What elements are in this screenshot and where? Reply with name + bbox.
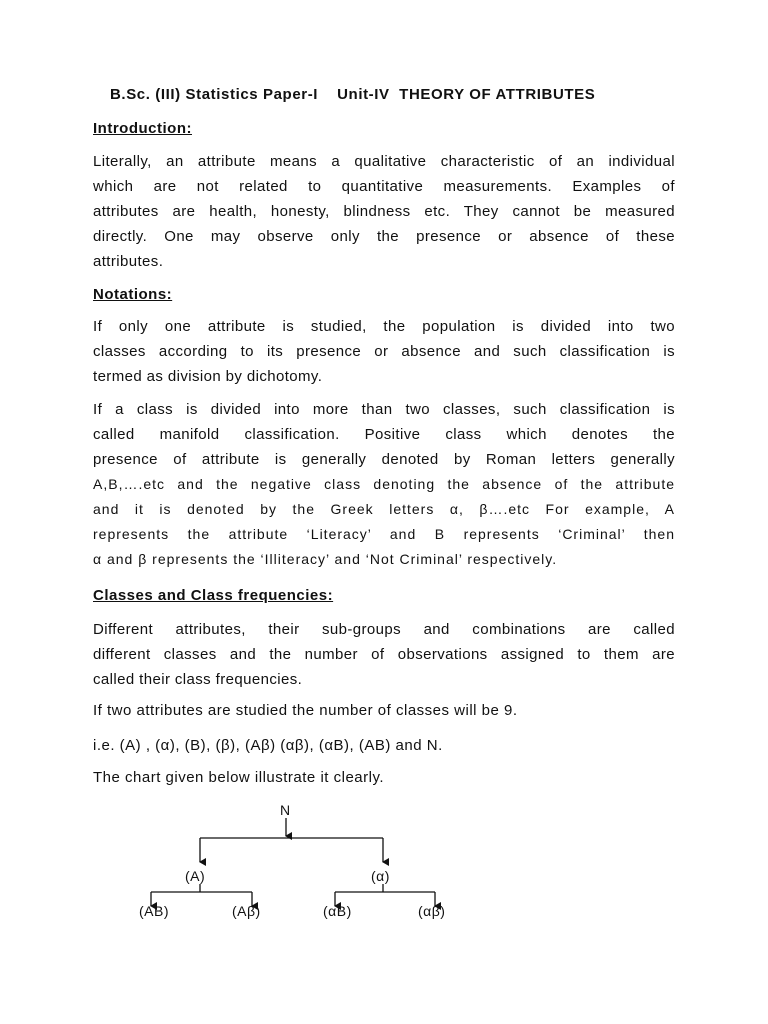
tree-node-AB: (AB): [139, 903, 169, 919]
text-line: termed as division by dichotomy.: [93, 368, 323, 385]
classes-list-line: i.e. (A) , (α), (B), (β), (Aβ) (αβ), (αB), (AB) and N.: [93, 737, 443, 754]
chart-intro-line: The chart given below illustrate it clearly.: [93, 769, 385, 786]
text-line: classes according to its presence or absence and such classification is: [93, 343, 675, 360]
text-line: If only one attribute is studied, the population is divided into two: [93, 318, 675, 335]
classes-count-line: If two attributes are studied the number of classes will be 9.: [93, 702, 518, 719]
classes-heading: Classes and Class frequencies:: [93, 587, 334, 604]
text-line: Literally, an attribute means a qualitative characteristic of an individual: [93, 153, 675, 170]
text-line: and it is denoted by the Greek letters α, β….etc For example, A: [93, 501, 675, 517]
text-line: Different attributes, their sub-groups and combinations are called: [93, 621, 675, 638]
text-line: called manifold classification. Positive class which denotes the: [93, 426, 675, 443]
text-line: A,B,….etc and the negative class denoting the absence of the attribute: [93, 476, 675, 492]
tree-node-alphabeta: (αβ): [418, 903, 446, 919]
tree-node-A: (A): [185, 868, 206, 884]
notations-heading: Notations:: [93, 286, 173, 303]
tree-node-alpha: (α): [371, 868, 390, 884]
page-title: B.Sc. (III) Statistics Paper-I Unit-IV THEORY OF ATTRIBUTES: [110, 86, 596, 103]
text-line: If a class is divided into more than two classes, such classification is: [93, 401, 675, 418]
text-line: α and β represents the ‘Illiteracy’ and ‘Not Criminal’ respectively.: [93, 551, 558, 567]
tree-node-Abeta: (Aβ): [232, 903, 261, 919]
tree-node-alphaB: (αB): [323, 903, 352, 919]
tree-node-root: N: [280, 802, 291, 818]
text-line: attributes.: [93, 253, 164, 270]
text-line: which are not related to quantitative measurements. Examples of: [93, 178, 675, 195]
text-line: represents the attribute ‘Literacy’ and B represents ‘Criminal’ then: [93, 526, 675, 542]
text-line: called their class frequencies.: [93, 671, 303, 688]
text-line: directly. One may observe only the presence or absence of these: [93, 228, 675, 245]
text-line: different classes and the number of observations assigned to them are: [93, 646, 675, 663]
text-line: attributes are health, honesty, blindness etc. They cannot be measured: [93, 203, 675, 220]
introduction-heading: Introduction:: [93, 120, 192, 137]
text-line: presence of attribute is generally denoted by Roman letters generally: [93, 451, 675, 468]
